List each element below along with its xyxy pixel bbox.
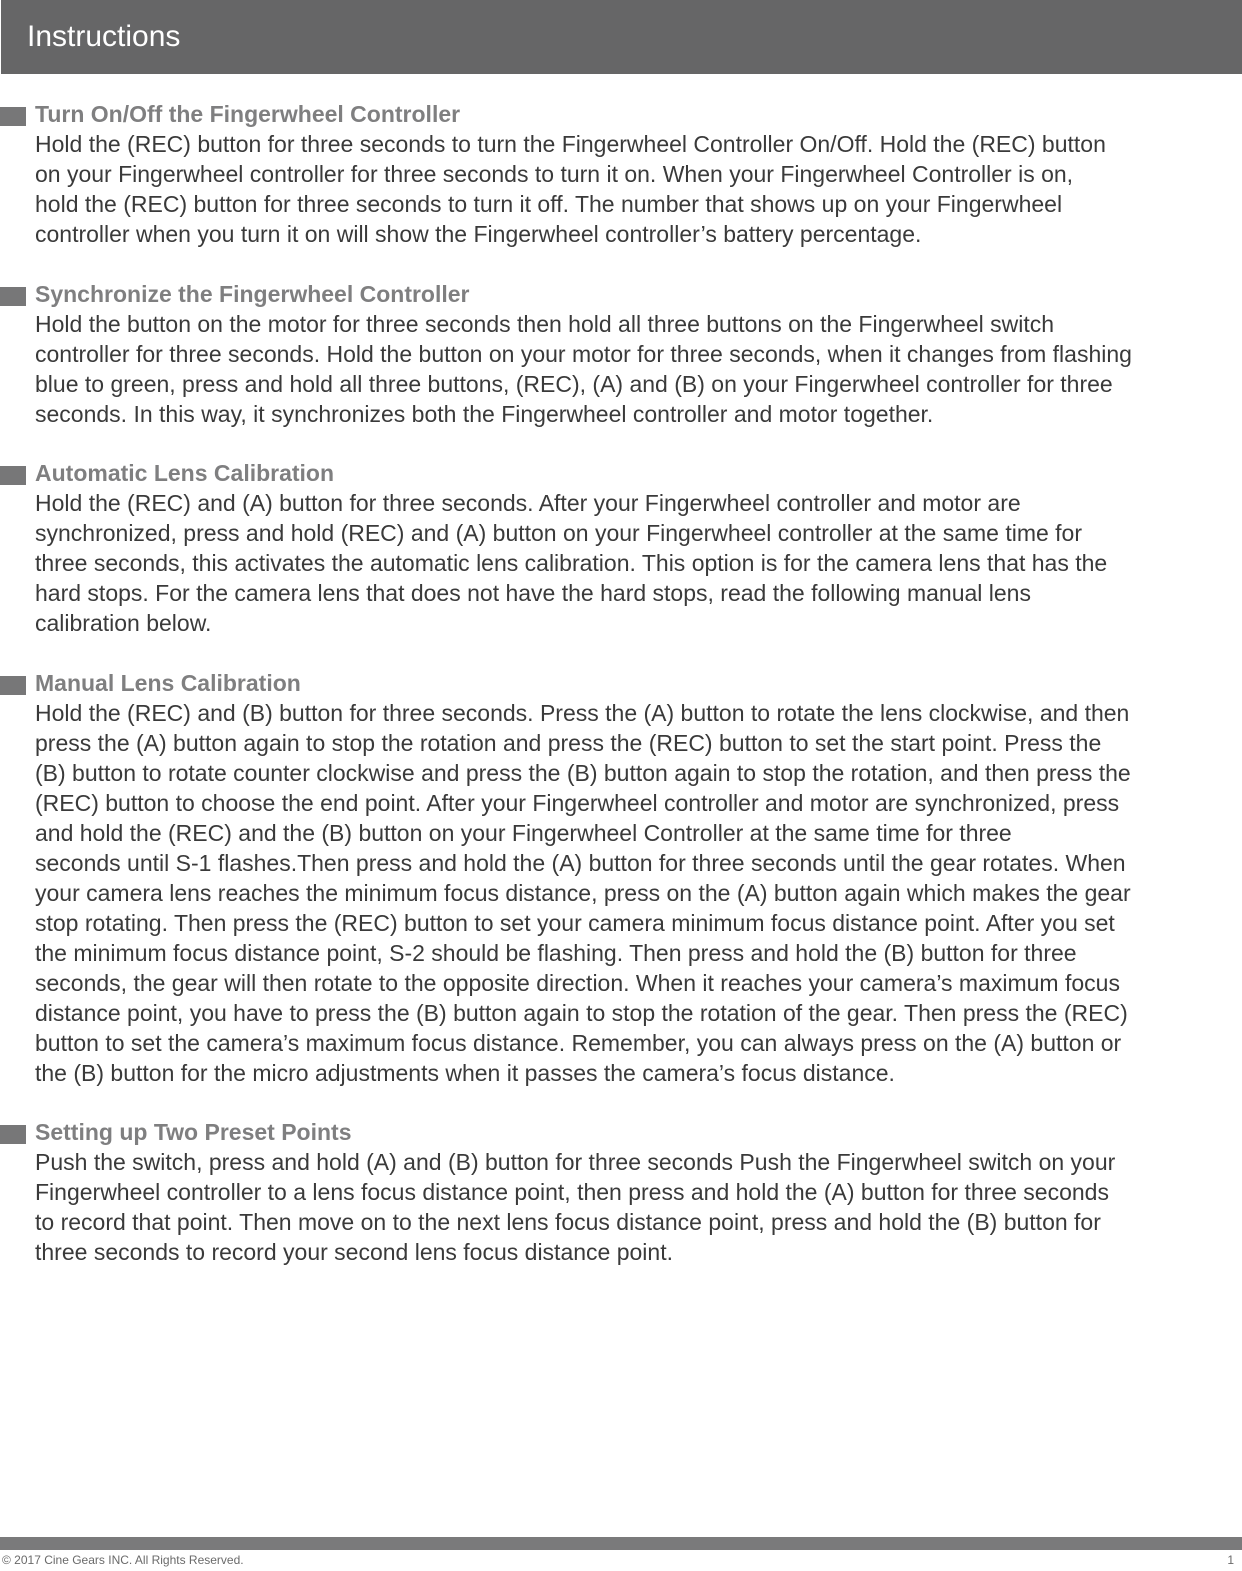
body-line: seconds until S-1 flashes.Then press and hold the (A) button for three seconds until the gear rotates. When — [35, 850, 1126, 876]
section-bullet-icon — [0, 466, 26, 485]
section-body — [35, 488, 1235, 638]
footer-copyright: © 2017 Cine Gears INC. All Rights Reserved. — [2, 1553, 244, 1567]
body-line: controller for three seconds. Hold the button on your motor for three seconds, when it changes from flashing — [35, 341, 1132, 367]
body-line: button to set the camera’s maximum focus distance. Remember, you can always press on the (A) button or — [35, 1030, 1122, 1056]
body-line: controller when you turn it on will show the Fingerwheel controller’s battery percentage. — [35, 221, 922, 247]
body-line: calibration below. — [35, 610, 212, 636]
body-line: hard stops. For the camera lens that does not have the hard stops, read the following manual lens — [35, 580, 1031, 606]
body-line: (REC) button to choose the end point. After your Fingerwheel controller and motor are synchronized, press — [35, 790, 1120, 816]
body-line: seconds, the gear will then rotate to the opposite direction. When it reaches your camera’s maximum focus — [35, 970, 1120, 996]
body-line: Hold the button on the motor for three seconds then hold all three buttons on the Fingerwheel switch — [35, 311, 1055, 337]
body-line: on your Fingerwheel controller for three seconds to turn it on. When your Fingerwheel Controller is on, — [35, 161, 1074, 187]
body-line: stop rotating. Then press the (REC) button to set your camera minimum focus distance point. After you set — [35, 910, 1115, 936]
body-line: three seconds to record your second lens focus distance point. — [35, 1239, 673, 1265]
section-bullet-icon — [0, 287, 26, 306]
page-number: 1 — [1227, 1553, 1234, 1567]
section-body — [35, 309, 1235, 429]
body-line: Hold the (REC) and (A) button for three seconds. After your Fingerwheel controller and motor are — [35, 490, 1021, 516]
body-line: the (B) button for the micro adjustments when it passes the camera’s focus distance. — [35, 1060, 895, 1086]
section-body — [35, 1147, 1235, 1267]
body-line: Fingerwheel controller to a lens focus distance point, then press and hold the (A) button for three seconds — [35, 1179, 1109, 1205]
body-line: your camera lens reaches the minimum focus distance, press on the (A) button again which makes the gear — [35, 880, 1131, 906]
header-bar — [1, 0, 1242, 74]
body-line: three seconds, this activates the automatic lens calibration. This option is for the camera lens that has the — [35, 550, 1108, 576]
section-bullet-icon — [0, 107, 26, 126]
section-bullet-icon — [0, 1125, 26, 1144]
body-line: Push the switch, press and hold (A) and (B) button for three seconds Push the Fingerwheel switch on your — [35, 1149, 1116, 1175]
body-line: and hold the (REC) and the (B) button on your Fingerwheel Controller at the same time for three — [35, 820, 1012, 846]
section-title: Synchronize the Fingerwheel Controller — [35, 281, 470, 307]
section-title: Turn On/Off the Fingerwheel Controller — [35, 101, 461, 127]
body-line: Hold the (REC) button for three seconds to turn the Fingerwheel Controller On/Off. Hold the (REC) button — [35, 131, 1106, 157]
section-title: Automatic Lens Calibration — [35, 460, 335, 486]
section-bullet-icon — [0, 676, 26, 695]
body-line: blue to green, press and hold all three buttons, (REC), (A) and (B) on your Fingerwheel controller for three — [35, 371, 1113, 397]
section-body — [35, 129, 1235, 249]
body-line: (B) button to rotate counter clockwise and press the (B) button again to stop the rotation, and then press the — [35, 760, 1131, 786]
body-line: distance point, you have to press the (B) button again to stop the rotation of the gear. Then press the (REC) — [35, 1000, 1128, 1026]
body-line: Hold the (REC) and (B) button for three seconds. Press the (A) button to rotate the lens clockwise, and then — [35, 700, 1130, 726]
body-line: the minimum focus distance point, S-2 should be flashing. Then press and hold the (B) button for three — [35, 940, 1077, 966]
page-title: Instructions — [27, 20, 181, 53]
body-line: to record that point. Then move on to the next lens focus distance point, press and hold the (B) button for — [35, 1209, 1101, 1235]
section-title: Manual Lens Calibration — [35, 670, 301, 696]
section-title: Setting up Two Preset Points — [35, 1119, 352, 1145]
body-line: seconds. In this way, it synchronizes both the Fingerwheel controller and motor together. — [35, 401, 934, 427]
footer-bar — [0, 1537, 1242, 1550]
body-line: press the (A) button again to stop the rotation and press the (REC) button to set the start point. Press the — [35, 730, 1102, 756]
body-line: hold the (REC) button for three seconds to turn it off. The number that shows up on your Fingerwheel — [35, 191, 1063, 217]
body-line: synchronized, press and hold (REC) and (A) button on your Fingerwheel controller at the same time for — [35, 520, 1083, 546]
section-body — [35, 698, 1235, 1088]
